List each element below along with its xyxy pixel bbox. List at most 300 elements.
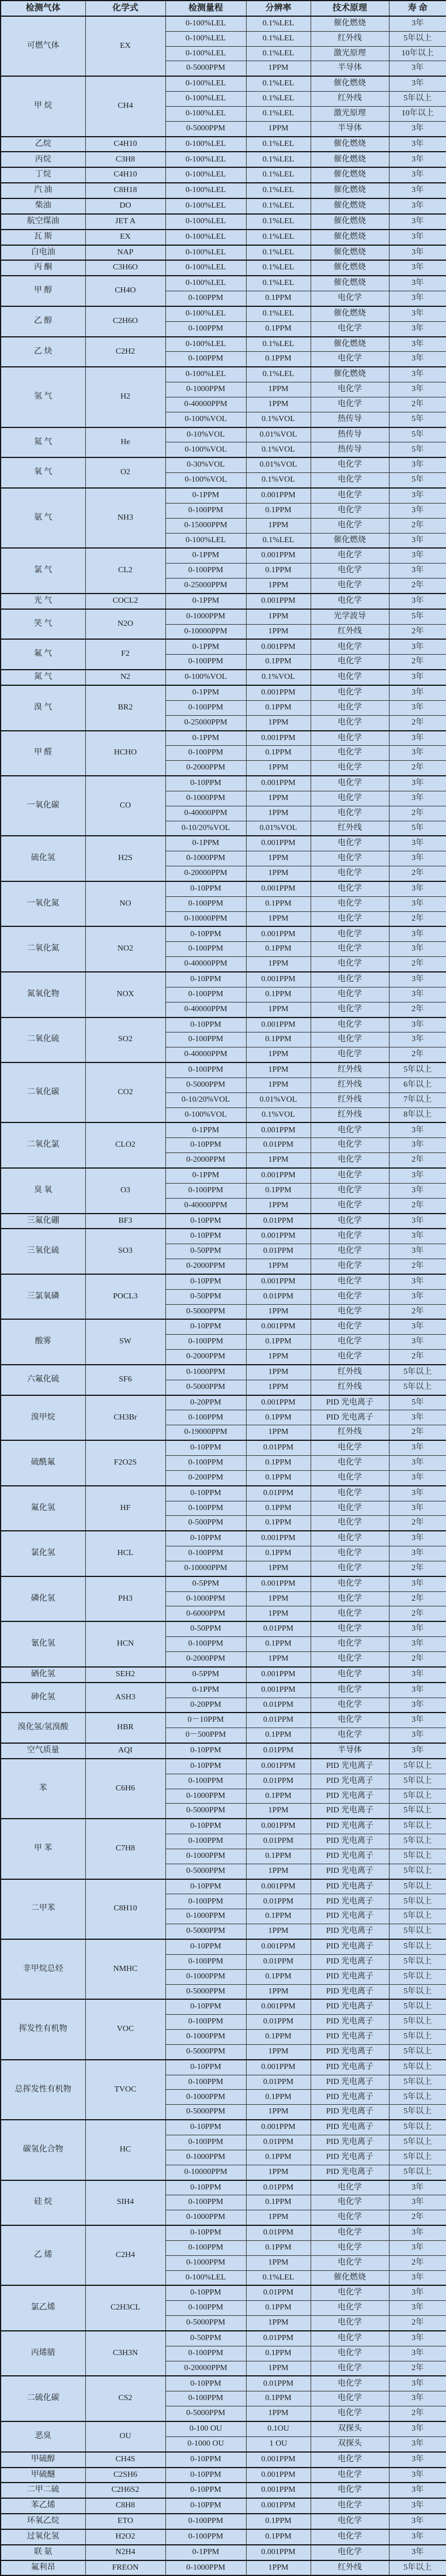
lifespan-cell: 3年 bbox=[389, 306, 446, 321]
resolution-cell: 0.1%LEL bbox=[246, 198, 311, 214]
table-row bbox=[1, 1999, 446, 2014]
resolution-cell: 1PPM bbox=[246, 1077, 311, 1092]
lifespan-cell: 3年 bbox=[389, 503, 446, 518]
lifespan-cell: 2年 bbox=[389, 655, 446, 670]
range-cell: 0-100%LEL bbox=[165, 198, 246, 214]
lifespan-cell: 3年 bbox=[389, 2529, 446, 2545]
lifespan-cell: 3年 bbox=[389, 791, 446, 806]
lifespan-cell: 3年 bbox=[389, 2421, 446, 2436]
range-cell: 0-100PPM bbox=[165, 2514, 246, 2529]
lifespan-cell: 3年 bbox=[389, 321, 446, 336]
gas-name-cell: 氯化氢 bbox=[1, 1531, 85, 1576]
lifespan-cell: 7年以上 bbox=[389, 1092, 446, 1107]
formula-cell: EX bbox=[85, 230, 165, 245]
gas-name-cell: 汽 油 bbox=[1, 183, 85, 198]
principle-cell: 电化学 bbox=[311, 685, 389, 700]
lifespan-cell: 3年 bbox=[389, 594, 446, 609]
formula-cell: NOX bbox=[85, 972, 165, 1017]
table-row bbox=[1, 2331, 446, 2346]
lifespan-cell: 2年 bbox=[389, 518, 446, 533]
lifespan-cell: 5年以上 bbox=[389, 1924, 446, 1939]
principle-cell: 红外线 bbox=[311, 1365, 389, 1380]
formula-cell: POCL3 bbox=[85, 1274, 165, 1320]
gas-name-cell: 丁烷 bbox=[1, 167, 85, 183]
principle-cell: 红外线 bbox=[311, 1107, 389, 1122]
gas-group bbox=[1, 276, 446, 306]
principle-cell: PID 光电离子 bbox=[311, 2105, 389, 2120]
principle-cell: 激光原理 bbox=[311, 106, 389, 121]
range-cell: 0-10PPM bbox=[165, 2468, 246, 2483]
resolution-cell: 1PPM bbox=[246, 1606, 311, 1621]
lifespan-cell: 3年 bbox=[389, 548, 446, 563]
principle-cell: 电化学 bbox=[311, 2210, 389, 2225]
gas-name-cell: 瓦 斯 bbox=[1, 230, 85, 245]
range-cell: 0-1000PPM bbox=[165, 791, 246, 806]
lifespan-cell: 3年 bbox=[389, 2240, 446, 2255]
formula-cell: CO2 bbox=[85, 1062, 165, 1122]
resolution-cell: 0.001PPM bbox=[246, 685, 311, 700]
lifespan-cell: 2年 bbox=[389, 866, 446, 881]
principle-cell: 电化学 bbox=[311, 1561, 389, 1576]
principle-cell: PID 光电离子 bbox=[311, 1969, 389, 1984]
lifespan-cell: 3年 bbox=[389, 564, 446, 579]
lifespan-cell: 5年 bbox=[389, 1395, 446, 1410]
range-cell: 0-100PPM bbox=[165, 1954, 246, 1969]
principle-cell: 催化燃烧 bbox=[311, 137, 389, 152]
formula-cell: SEH2 bbox=[85, 1667, 165, 1683]
gas-name-cell: 二氧化氯 bbox=[1, 1122, 85, 1168]
formula-cell: C2H6O bbox=[85, 306, 165, 337]
principle-cell: PID 光电离子 bbox=[311, 1819, 389, 1834]
table-row bbox=[1, 1365, 446, 1380]
principle-cell: 电化学 bbox=[311, 731, 389, 746]
gas-group bbox=[1, 1017, 446, 1063]
table-row bbox=[1, 76, 446, 91]
gas-name-cell: 氧 气 bbox=[1, 457, 85, 488]
formula-cell: O2 bbox=[85, 457, 165, 488]
lifespan-cell: 3年 bbox=[389, 685, 446, 700]
lifespan-cell: 3年 bbox=[389, 2195, 446, 2210]
lifespan-cell: 3年 bbox=[389, 121, 446, 136]
gas-name-cell: 甲硫醇 bbox=[1, 2452, 85, 2468]
lifespan-cell: 3年 bbox=[389, 1637, 446, 1652]
gas-name-cell: 二氧化硫 bbox=[1, 1017, 85, 1063]
formula-cell: N2 bbox=[85, 670, 165, 685]
principle-cell: 半导体 bbox=[311, 1743, 389, 1759]
lifespan-cell: 3年 bbox=[389, 2301, 446, 2316]
lifespan-cell: 3年 bbox=[389, 1683, 446, 1698]
principle-cell: 电化学 bbox=[311, 746, 389, 761]
range-cell: 0-10PPM bbox=[165, 1017, 246, 1032]
range-cell: 0－10PPM bbox=[165, 1713, 246, 1728]
range-cell: 0-10PPM bbox=[165, 972, 246, 987]
range-cell: 0-100PPM bbox=[165, 2240, 246, 2255]
lifespan-cell: 5年 bbox=[389, 609, 446, 624]
principle-cell: 电化学 bbox=[311, 1591, 389, 1606]
lifespan-cell: 3年 bbox=[389, 16, 446, 31]
range-cell: 0-50PPM bbox=[165, 1244, 246, 1259]
table-row bbox=[1, 1531, 446, 1546]
range-cell: 0-10/20%VOL bbox=[165, 1092, 246, 1107]
formula-cell: HCL bbox=[85, 1531, 165, 1576]
formula-cell: C3H8 bbox=[85, 152, 165, 167]
gas-group bbox=[1, 1214, 446, 1229]
gas-name-cell: 丙烯腈 bbox=[1, 2331, 85, 2376]
formula-cell: TVOC bbox=[85, 2060, 165, 2120]
range-cell: 0-100%LEL bbox=[165, 245, 246, 261]
principle-cell: 电化学 bbox=[311, 1032, 389, 1047]
resolution-cell: 1PPM bbox=[246, 1425, 311, 1440]
formula-cell: C4H10 bbox=[85, 167, 165, 183]
resolution-cell: 0.1PPM bbox=[246, 1410, 311, 1425]
lifespan-cell: 3年 bbox=[389, 1486, 446, 1501]
gas-name-cell: 丙 酮 bbox=[1, 260, 85, 276]
formula-cell: HC bbox=[85, 2120, 165, 2180]
principle-cell: 电化学 bbox=[311, 2316, 389, 2331]
principle-cell: PID 光电离子 bbox=[311, 1909, 389, 1924]
principle-cell: 催化燃烧 bbox=[311, 230, 389, 245]
lifespan-cell: 3年 bbox=[389, 137, 446, 152]
range-cell: 0-1000PPM bbox=[165, 851, 246, 866]
resolution-cell: 0.1%LEL bbox=[246, 367, 311, 382]
lifespan-cell: 3年 bbox=[389, 2180, 446, 2195]
gas-name-cell: 酸雾 bbox=[1, 1319, 85, 1365]
resolution-cell: 0.1PPM bbox=[246, 942, 311, 957]
lifespan-cell: 5年以上 bbox=[389, 1909, 446, 1924]
column-header-lifespan: 寿 命 bbox=[389, 1, 446, 16]
gas-name-cell: 氢 气 bbox=[1, 367, 85, 427]
range-cell: 0-10PPM bbox=[165, 1486, 246, 1501]
range-cell: 0-100%LEL bbox=[165, 183, 246, 198]
lifespan-cell: 3年 bbox=[389, 2346, 446, 2361]
resolution-cell: 0.001PPM bbox=[246, 1122, 311, 1137]
range-cell: 0-100PPM bbox=[165, 700, 246, 715]
lifespan-cell: 3年 bbox=[389, 457, 446, 472]
gas-name-cell: 二硫化碳 bbox=[1, 2376, 85, 2421]
lifespan-cell: 3年 bbox=[389, 291, 446, 306]
resolution-cell: 0.1PPM bbox=[246, 987, 311, 1002]
range-cell: 0-1PPM bbox=[165, 548, 246, 563]
range-cell: 0-10%VOL bbox=[165, 427, 246, 442]
gas-name-cell: 磷化氢 bbox=[1, 1576, 85, 1622]
lifespan-cell: 3年 bbox=[389, 1138, 446, 1153]
principle-cell: 电化学 bbox=[311, 518, 389, 533]
range-cell: 0-10PPM bbox=[165, 1879, 246, 1894]
lifespan-cell: 2年 bbox=[389, 911, 446, 926]
range-cell: 0-10PPM bbox=[165, 2060, 246, 2075]
principle-cell: 电化学 bbox=[311, 761, 389, 776]
range-cell: 0-100PPM bbox=[165, 1032, 246, 1047]
gas-group bbox=[1, 488, 446, 548]
range-cell: 0-100PPM bbox=[165, 291, 246, 306]
formula-cell: HCHO bbox=[85, 731, 165, 776]
principle-cell: 电化学 bbox=[311, 1229, 389, 1244]
formula-cell: CLO2 bbox=[85, 1122, 165, 1168]
principle-cell: 电化学 bbox=[311, 2376, 389, 2391]
resolution-cell: 0.1PPM bbox=[246, 2514, 311, 2529]
principle-cell: 电化学 bbox=[311, 2391, 389, 2406]
principle-cell: 电化学 bbox=[311, 1651, 389, 1666]
resolution-cell: 0.1PPM bbox=[246, 291, 311, 306]
range-cell: 0-100%LEL bbox=[165, 214, 246, 230]
gas-name-cell: 氦 气 bbox=[1, 427, 85, 458]
range-cell: 0-25000PPM bbox=[165, 715, 246, 730]
resolution-cell: 1PPM bbox=[246, 2165, 311, 2180]
table-row bbox=[1, 1440, 446, 1455]
principle-cell: 激光原理 bbox=[311, 46, 389, 61]
principle-cell: 电化学 bbox=[311, 2361, 389, 2376]
principle-cell: 电化学 bbox=[311, 791, 389, 806]
principle-cell: 电化学 bbox=[311, 881, 389, 896]
table-row bbox=[1, 488, 446, 503]
lifespan-cell: 3年 bbox=[389, 76, 446, 91]
principle-cell: 电化学 bbox=[311, 776, 389, 791]
principle-cell: 红外线 bbox=[311, 1077, 389, 1092]
lifespan-cell: 5年以上 bbox=[389, 2135, 446, 2150]
gas-name-cell: 航空煤油 bbox=[1, 214, 85, 230]
lifespan-cell: 2年 bbox=[389, 624, 446, 639]
principle-cell: 催化燃烧 bbox=[311, 276, 389, 291]
resolution-cell: 0.1%LEL bbox=[246, 337, 311, 352]
resolution-cell: 0.1%LEL bbox=[246, 533, 311, 548]
gas-name-cell: 三氯氧磷 bbox=[1, 1274, 85, 1320]
lifespan-cell: 5年 bbox=[389, 473, 446, 488]
principle-cell: 电化学 bbox=[311, 1531, 389, 1546]
table-row bbox=[1, 1274, 446, 1289]
formula-cell: CH4S bbox=[85, 2452, 165, 2468]
lifespan-cell: 3年 bbox=[389, 1122, 446, 1137]
table-row bbox=[1, 214, 446, 230]
resolution-cell: 0.1PPM bbox=[246, 2529, 311, 2545]
principle-cell: 电化学 bbox=[311, 1576, 389, 1591]
resolution-cell: 1PPM bbox=[246, 1002, 311, 1017]
resolution-cell: 1PPM bbox=[246, 911, 311, 926]
resolution-cell: 1PPM bbox=[246, 866, 311, 881]
lifespan-cell: 3年 bbox=[389, 260, 446, 276]
resolution-cell: 0.1PPM bbox=[246, 321, 311, 336]
principle-cell: PID 光电离子 bbox=[311, 1894, 389, 1909]
principle-cell: PID 光电离子 bbox=[311, 2060, 389, 2075]
resolution-cell: 0.1PPM bbox=[246, 1456, 311, 1471]
range-cell: 0-40000PPM bbox=[165, 957, 246, 972]
resolution-cell: 0.1%LEL bbox=[246, 31, 311, 46]
gas-group bbox=[1, 183, 446, 198]
table-row bbox=[1, 2545, 446, 2560]
formula-cell: C8H18 bbox=[85, 183, 165, 198]
gas-name-cell: 硫化氢 bbox=[1, 836, 85, 881]
principle-cell: 红外线 bbox=[311, 92, 389, 107]
range-cell: 0-1000PPM bbox=[165, 382, 246, 397]
principle-cell: 半导体 bbox=[311, 121, 389, 136]
resolution-cell: 0.1PPM bbox=[246, 1032, 311, 1047]
resolution-cell: 1PPM bbox=[246, 1153, 311, 1168]
range-cell: 0-6000PPM bbox=[165, 1606, 246, 1621]
resolution-cell: 0.001PPM bbox=[246, 1819, 311, 1834]
gas-group bbox=[1, 1759, 446, 1819]
principle-cell: 电化学 bbox=[311, 1546, 389, 1561]
principle-cell: 电化学 bbox=[311, 2346, 389, 2361]
resolution-cell: 0.001PPM bbox=[246, 2120, 311, 2135]
principle-cell: 催化燃烧 bbox=[311, 76, 389, 91]
principle-cell: 电化学 bbox=[311, 987, 389, 1002]
principle-cell: PID 光电离子 bbox=[311, 1924, 389, 1939]
gas-group bbox=[1, 2421, 446, 2452]
formula-cell: DO bbox=[85, 198, 165, 214]
column-header-principle: 技术原理 bbox=[311, 1, 389, 16]
range-cell: 0-100PPM bbox=[165, 1501, 246, 1516]
gas-group bbox=[1, 1395, 446, 1441]
range-cell: 0-100PPM bbox=[165, 1410, 246, 1425]
principle-cell: PID 光电离子 bbox=[311, 2030, 389, 2045]
range-cell: 0-50PPM bbox=[165, 1289, 246, 1304]
resolution-cell: 0.01PPM bbox=[246, 2376, 311, 2391]
lifespan-cell: 3年 bbox=[389, 183, 446, 198]
lifespan-cell: 3年 bbox=[389, 1032, 446, 1047]
formula-cell: He bbox=[85, 427, 165, 458]
table-row bbox=[1, 367, 446, 382]
range-cell: 0-5PPM bbox=[165, 1576, 246, 1591]
principle-cell: PID 光电离子 bbox=[311, 2075, 389, 2090]
lifespan-cell: 2年 bbox=[389, 1047, 446, 1062]
gas-group bbox=[1, 152, 446, 167]
gas-name-cell: 氰化氢 bbox=[1, 1621, 85, 1667]
gas-name-cell: 氯 气 bbox=[1, 548, 85, 594]
lifespan-cell: 3年 bbox=[389, 488, 446, 503]
lifespan-cell: 3年 bbox=[389, 639, 446, 654]
principle-cell: 催化燃烧 bbox=[311, 214, 389, 230]
lifespan-cell: 5年以上 bbox=[389, 2150, 446, 2165]
resolution-cell: 0.1PPM bbox=[246, 1470, 311, 1485]
resolution-cell: 0.001PPM bbox=[246, 881, 311, 896]
principle-cell: 催化燃烧 bbox=[311, 198, 389, 214]
range-cell: 0-1PPM bbox=[165, 488, 246, 503]
table-row bbox=[1, 836, 446, 851]
formula-cell: NAP bbox=[85, 245, 165, 261]
principle-cell: 电化学 bbox=[311, 1683, 389, 1698]
lifespan-cell: 3年 bbox=[389, 1214, 446, 1229]
principle-cell: 电化学 bbox=[311, 1350, 389, 1365]
principle-cell: PID 光电离子 bbox=[311, 1984, 389, 1999]
resolution-cell: 0.01%VOL bbox=[246, 457, 311, 472]
table-row bbox=[1, 16, 446, 31]
formula-cell: VOC bbox=[85, 1999, 165, 2059]
table-row bbox=[1, 1667, 446, 1683]
lifespan-cell: 5年以上 bbox=[389, 2075, 446, 2090]
resolution-cell: 0.001PPM bbox=[246, 1667, 311, 1683]
resolution-cell: 0.01PPM bbox=[246, 1834, 311, 1849]
formula-cell: HCN bbox=[85, 1621, 165, 1667]
lifespan-cell: 2年 bbox=[389, 2255, 446, 2270]
principle-cell: 电化学 bbox=[311, 579, 389, 594]
gas-name-cell: 乙 炔 bbox=[1, 337, 85, 367]
principle-cell: 电化学 bbox=[311, 1183, 389, 1198]
column-header-range: 检测量程 bbox=[165, 1, 246, 16]
lifespan-cell: 3年 bbox=[389, 382, 446, 397]
lifespan-cell: 5年以上 bbox=[389, 1759, 446, 1774]
formula-cell: C2H2 bbox=[85, 337, 165, 367]
lifespan-cell: 3年 bbox=[389, 1667, 446, 1683]
lifespan-cell: 5年以上 bbox=[389, 1999, 446, 2014]
resolution-cell: 0.1PPM bbox=[246, 1501, 311, 1516]
principle-cell: 电化学 bbox=[311, 1289, 389, 1304]
principle-cell: PID 光电离子 bbox=[311, 1410, 389, 1425]
range-cell: 0-200PPM bbox=[165, 1470, 246, 1485]
principle-cell: PID 光电离子 bbox=[311, 2135, 389, 2150]
range-cell: 0-100PPM bbox=[165, 1456, 246, 1471]
gas-group bbox=[1, 427, 446, 458]
range-cell: 0-40000PPM bbox=[165, 1002, 246, 1017]
lifespan-cell: 5年以上 bbox=[389, 1774, 446, 1789]
principle-cell: 电化学 bbox=[311, 2468, 389, 2483]
resolution-cell: 0.1PPM bbox=[246, 564, 311, 579]
range-cell: 0-1PPM bbox=[165, 594, 246, 609]
table-row bbox=[1, 152, 446, 167]
range-cell: 0-100PPM bbox=[165, 655, 246, 670]
gas-name-cell: 总挥发性有机物 bbox=[1, 2060, 85, 2120]
range-cell: 0-100PPM bbox=[165, 2015, 246, 2030]
range-cell: 0-1PPM bbox=[165, 836, 246, 851]
column-header-formula: 化学式 bbox=[85, 1, 165, 16]
range-cell: 0-100PPM bbox=[165, 1546, 246, 1561]
range-cell: 0-10/20%VOL bbox=[165, 821, 246, 836]
range-cell: 0-10PPM bbox=[165, 1939, 246, 1954]
gas-name-cell: 恶臭 bbox=[1, 2421, 85, 2452]
range-cell: 0-10PPM bbox=[165, 2285, 246, 2300]
range-cell: 0-1PPM bbox=[165, 2545, 246, 2560]
resolution-cell: 0.1%LEL bbox=[246, 152, 311, 167]
resolution-cell: 0.1%LEL bbox=[246, 276, 311, 291]
range-cell: 0-10PPM bbox=[165, 1759, 246, 1774]
column-header-resolution: 分辨率 bbox=[246, 1, 311, 16]
gas-name-cell: 环氧乙烷 bbox=[1, 2514, 85, 2529]
principle-cell: 电化学 bbox=[311, 715, 389, 730]
principle-cell: 电化学 bbox=[311, 1440, 389, 1455]
gas-name-cell: 氟 气 bbox=[1, 639, 85, 670]
gas-group bbox=[1, 1486, 446, 1531]
gas-group bbox=[1, 2225, 446, 2285]
range-cell: 0-10PPM bbox=[165, 1319, 246, 1334]
gas-name-cell: 甲 苯 bbox=[1, 1819, 85, 1879]
principle-cell: PID 光电离子 bbox=[311, 1999, 389, 2014]
range-cell: 0-5000PPM bbox=[165, 2406, 246, 2421]
range-cell: 0-100%LEL bbox=[165, 167, 246, 183]
gas-name-cell: 柴油 bbox=[1, 198, 85, 214]
range-cell: 0-40000PPM bbox=[165, 397, 246, 412]
lifespan-cell: 3年 bbox=[389, 972, 446, 987]
gas-group bbox=[1, 1743, 446, 1759]
resolution-cell: 0.001PPM bbox=[246, 972, 311, 987]
range-cell: 0-100PPM bbox=[165, 942, 246, 957]
gas-group bbox=[1, 1274, 446, 1320]
resolution-cell: 0.1PPM bbox=[246, 2301, 311, 2316]
resolution-cell: 0.01PPM bbox=[246, 2075, 311, 2090]
lifespan-cell: 3年 bbox=[389, 2514, 446, 2529]
lifespan-cell: 2年 bbox=[389, 1606, 446, 1621]
gas-name-cell: 氯乙烯 bbox=[1, 2285, 85, 2331]
lifespan-cell: 2年 bbox=[389, 1304, 446, 1319]
gas-name-cell: 六氟化硫 bbox=[1, 1365, 85, 1395]
resolution-cell: 0.001PPM bbox=[246, 1395, 311, 1410]
range-cell: 0-100%LEL bbox=[165, 230, 246, 245]
resolution-cell: 0.1%LEL bbox=[246, 245, 311, 261]
gas-name-cell: 三氟化硼 bbox=[1, 1214, 85, 1229]
range-cell: 0-100%LEL bbox=[165, 260, 246, 276]
lifespan-cell: 3年 bbox=[389, 851, 446, 866]
principle-cell: 电化学 bbox=[311, 503, 389, 518]
gas-name-cell: 氮氧化物 bbox=[1, 972, 85, 1017]
range-cell: 0-1000PPM bbox=[165, 1849, 246, 1864]
resolution-cell: 1PPM bbox=[246, 2210, 311, 2225]
